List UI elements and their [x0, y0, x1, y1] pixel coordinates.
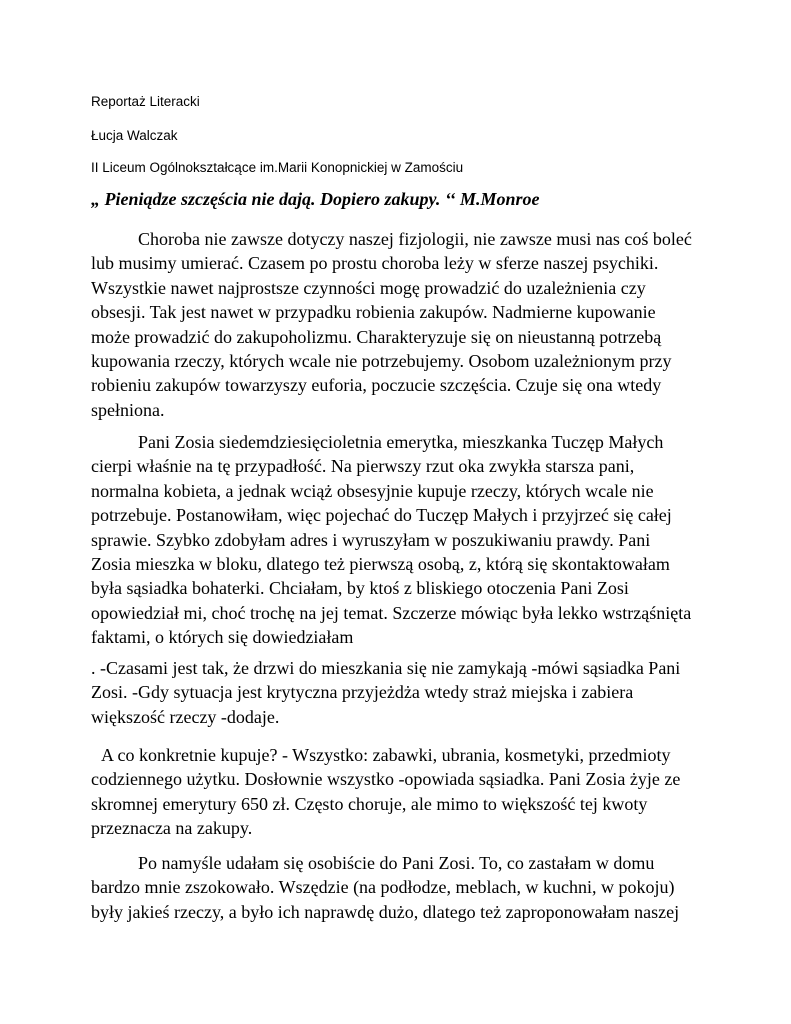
- paragraph-line: cierpi właśnie na tę przypadłość. Na pierwszy rzut oka zwykła starsza pani,: [91, 456, 635, 477]
- paragraph-line: Zosia mieszka w bloku, dlatego też pierwszą osobą, z, którą się skontaktowałam: [91, 553, 670, 574]
- document-type-label: Reportaż Literacki: [91, 94, 200, 109]
- paragraph-line: bardzo mnie zszokowało. Wszędzie (na podłodze, meblach, w kuchni, w pokoju): [91, 877, 675, 898]
- paragraph-line: potrzebuje. Postanowiłam, więc pojechać do Tuczęp Małych i przyjrzeć się całej: [91, 505, 672, 526]
- paragraph-line: . -Czasami jest tak, że drzwi do mieszkania się nie zamykają -mówi sąsiadka Pani: [91, 658, 681, 678]
- paragraph-line: normalna kobieta, a jednak wciąż obsesyjnie kupuje rzeczy, których wcale nie: [91, 480, 654, 501]
- paragraph-line: obsesji. Tak jest nawet w przypadku robienia zakupów. Nadmierne kupowanie: [91, 302, 656, 323]
- paragraph-line: lub musimy umierać. Czasem po prostu choroba leży w sferze naszej psychiki.: [91, 253, 659, 274]
- paragraph-line: codziennego użytku. Dosłownie wszystko -opowiada sąsiadka. Pani Zosia żyje ze: [91, 769, 681, 790]
- paragraph-line: robieniu zakupów towarzyszy euforia, poczucie szczęścia. Czuje się ona wtedy: [91, 375, 662, 396]
- paragraph-line: spełniona.: [91, 399, 165, 420]
- paragraph-line: Wszystkie nawet najprostsze czynności mogę prowadzić do uzależnienia czy: [91, 277, 646, 298]
- paragraph-1: [91, 227, 711, 422]
- paragraph-line: Po namyśle udałam się osobiście do Pani Zosi. To, co zastałam w domu: [138, 853, 655, 873]
- paragraph-line: była sąsiadka bohaterki. Chciałam, by ktoś z bliskiego otoczenia Pani Zosi: [91, 578, 629, 599]
- paragraph-line: A co konkretnie kupuje? - Wszystko: zabawki, ubrania, kosmetyki, przedmioty: [101, 745, 671, 765]
- paragraph-line: Pani Zosia siedemdziesięcioletnia emerytka, mieszkanka Tuczęp Małych: [138, 432, 664, 452]
- paragraph-line: kupowania rzeczy, których wcale nie potrzebujemy. Osobom uzależnionym przy: [91, 350, 672, 371]
- paragraph-5: [91, 851, 711, 924]
- paragraph-4: [91, 743, 711, 841]
- paragraph-line: sprawie. Szybko zdobyłam adres i wyruszyłam w poszukiwaniu prawdy. Pani: [91, 529, 651, 550]
- paragraph-line: Zosi. -Gdy sytuacja jest krytyczna przyjeżdża wtedy straż miejska i zabiera: [91, 682, 634, 703]
- paragraph-line: przeznacza na zakupy.: [91, 818, 253, 839]
- paragraph-2: [91, 430, 711, 650]
- paragraph-line: faktami, o których się dowiedziałam: [91, 627, 354, 648]
- paragraph-line: większość rzeczy -dodaje.: [91, 706, 280, 727]
- paragraph-3: [91, 656, 711, 729]
- paragraph-line: Choroba nie zawsze dotyczy naszej fizjologii, nie zawsze musi nas coś boleć: [138, 229, 692, 249]
- paragraph-line: może prowadzić do zakupoholizmu. Charakteryzuje się on nieustanną potrzebą: [91, 326, 662, 347]
- paragraph-line: były jakieś rzeczy, a było ich naprawdę dużo, dlatego też zaproponowałam naszej: [91, 901, 680, 922]
- paragraph-line: skromnej emerytury 650 zł. Często choruje, ale mimo to większość tej kwoty: [91, 793, 648, 814]
- school-name: II Liceum Ogólnokształcące im.Marii Konopnickiej w Zamościu: [91, 160, 464, 175]
- author-name: Łucja Walczak: [91, 128, 178, 143]
- article-title: „ Pieniądze szczęścia nie dają. Dopiero zakupy. ‘‘ M.Monroe: [91, 189, 540, 209]
- paragraph-line: opowiedział mi, choć trochę na jej temat. Szczerze mówiąc była lekko wstrząśnięta: [91, 602, 692, 623]
